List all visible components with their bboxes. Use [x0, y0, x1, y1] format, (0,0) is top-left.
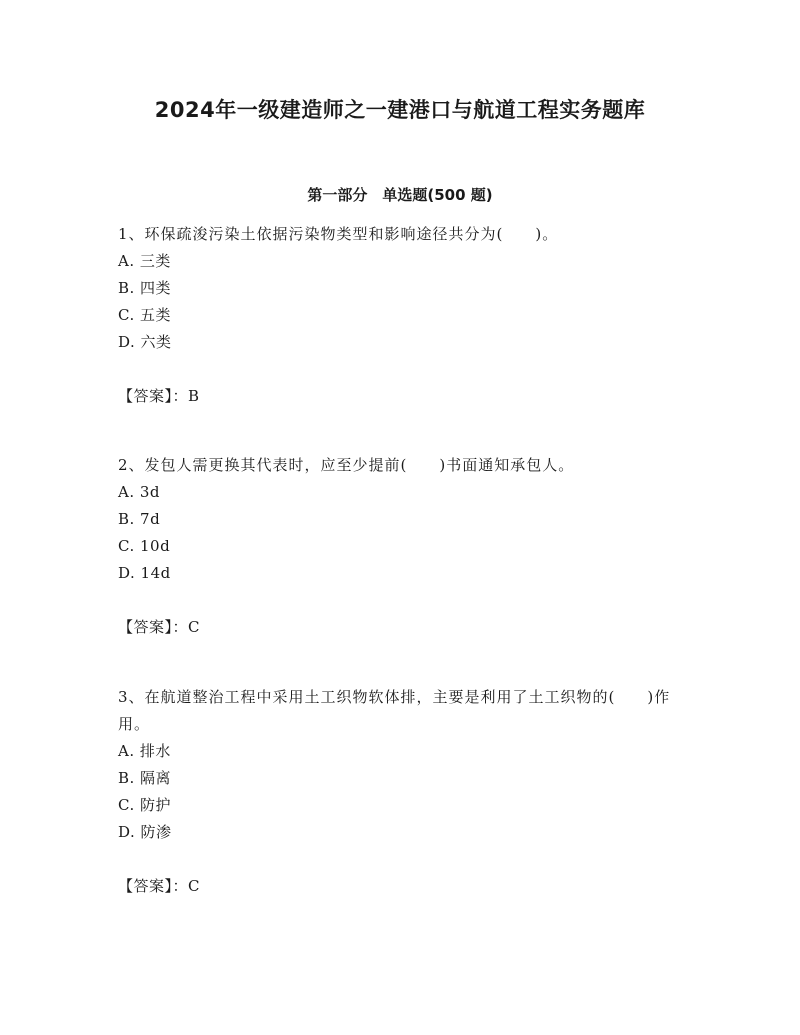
- answer-label: 【答案】：: [118, 387, 189, 405]
- option-a: A. 三类: [118, 252, 171, 270]
- option-c: C. 防护: [118, 796, 171, 814]
- option-d: D. 14d: [118, 564, 171, 582]
- question-stem: 1、环保疏浚污染土依据污染物类型和影响途径共分为( )。: [118, 225, 559, 243]
- question-stem: 3、在航道整治工程中采用土工织物软体排，主要是利用了土工织物的( )作用。: [118, 688, 671, 733]
- option-d: D. 防渗: [118, 823, 172, 841]
- answer-line: [118, 873, 698, 900]
- document-title: 2024年一级建造师之一建港口与航道工程实务题库: [154, 98, 646, 122]
- option-b: B. 隔离: [118, 769, 172, 787]
- answer-value: C: [188, 618, 200, 636]
- option-b: B. 7d: [118, 510, 161, 528]
- answer-value: C: [188, 877, 200, 895]
- question-3: [118, 684, 698, 900]
- question-1: [118, 221, 698, 410]
- option-d: D. 六类: [118, 333, 172, 351]
- answer-line: [118, 383, 698, 410]
- option-b: B. 四类: [118, 279, 172, 297]
- section-title: 第一部分 单选题(500 题): [307, 186, 493, 204]
- option-a: A. 排水: [118, 742, 171, 760]
- answer-value: B: [188, 387, 200, 405]
- answer-label: 【答案】：: [118, 618, 189, 636]
- question-stem: 2、发包人需更换其代表时，应至少提前( )书面通知承包人。: [118, 456, 575, 474]
- option-c: C. 10d: [118, 537, 171, 555]
- option-a: A. 3d: [118, 483, 161, 501]
- answer-line: [118, 614, 698, 641]
- question-2: [118, 452, 698, 641]
- answer-label: 【答案】：: [118, 877, 189, 895]
- option-c: C. 五类: [118, 306, 171, 324]
